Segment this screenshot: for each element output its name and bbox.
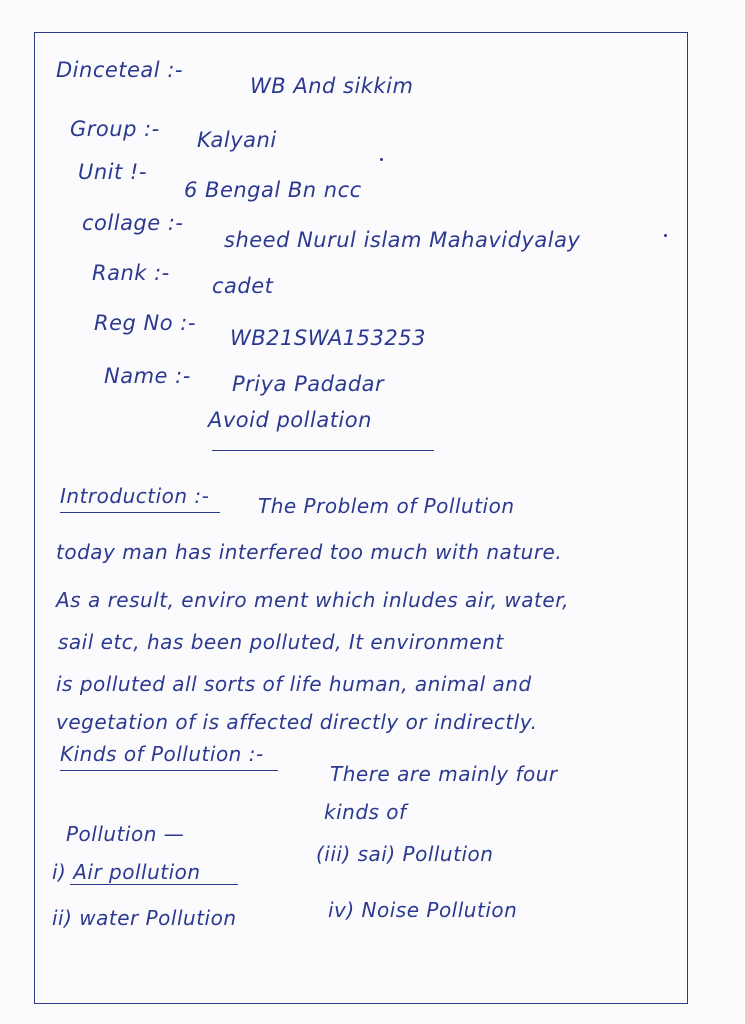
introduction-underline	[60, 512, 220, 513]
ink-dot	[664, 234, 667, 237]
intro-line-6: vegetation of is affected directly or indirectly.	[56, 710, 538, 734]
intro-line-5: is polluted all sorts of life human, animal and	[56, 672, 532, 696]
kinds-underline	[60, 770, 278, 771]
kind-item-soil: (iii) sai) Pollution	[316, 842, 494, 866]
intro-line-1: The Problem of Pollution	[258, 494, 515, 518]
kind-item-air: i) Air pollution	[52, 860, 201, 884]
introduction-heading: Introduction :-	[60, 484, 210, 508]
kinds-intro-line-2: kinds of	[324, 800, 407, 824]
directorate-label: Dinceteal :-	[56, 58, 183, 82]
rank-value: cadet	[212, 274, 274, 298]
unit-value: 6 Bengal Bn ncc	[184, 178, 362, 202]
group-value: Kalyani	[197, 128, 277, 152]
essay-title: Avoid pollation	[208, 408, 372, 432]
directorate-value: WB And sikkim	[250, 74, 414, 98]
intro-line-4: sail etc, has been polluted, It environment	[58, 630, 504, 654]
kinds-intro-line-1: There are mainly four	[330, 762, 558, 786]
group-label: Group :-	[70, 117, 160, 141]
kind-item-water: ii) water Pollution	[52, 906, 237, 930]
name-value: Priya Padadar	[232, 372, 385, 396]
college-label: collage :-	[82, 211, 184, 235]
title-underline	[212, 450, 434, 451]
kind-item-air-underline	[70, 884, 238, 885]
pollution-lead: Pollution —	[66, 822, 185, 846]
reg-no-value: WB21SWA153253	[230, 326, 426, 350]
kind-item-noise: iv) Noise Pollution	[328, 898, 518, 922]
reg-no-label: Reg No :-	[94, 311, 196, 335]
kinds-heading: Kinds of Pollution :-	[60, 742, 264, 766]
rank-label: Rank :-	[92, 261, 170, 285]
intro-line-3: As a result, enviro ment which inludes air, water,	[56, 588, 569, 612]
intro-line-2: today man has interfered too much with nature.	[56, 540, 563, 564]
unit-label: Unit !-	[78, 160, 147, 184]
name-label: Name :-	[104, 364, 191, 388]
college-value: sheed Nurul islam Mahavidyalay	[224, 228, 581, 252]
ink-dot	[380, 158, 383, 161]
